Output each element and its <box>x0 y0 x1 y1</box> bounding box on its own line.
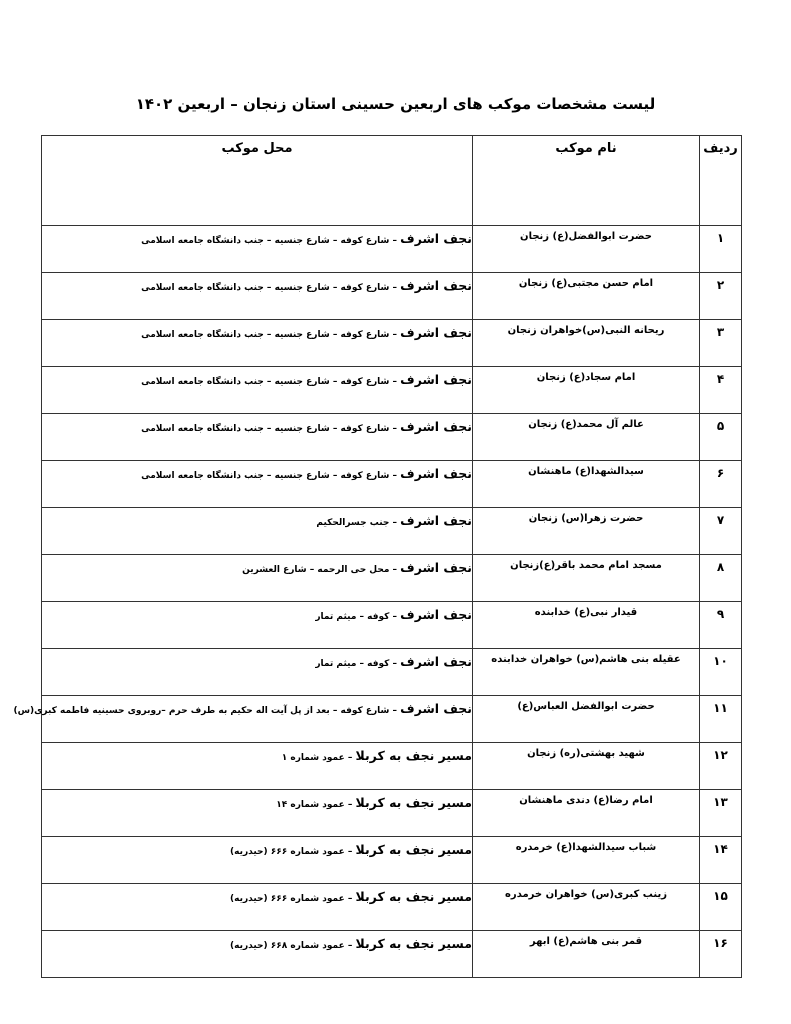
mokeb-name: امام سجاد(ع) زنجان <box>473 367 700 414</box>
mokeb-name: حضرت ابوالفضل العباس(ع) <box>473 696 700 743</box>
mokeb-location <box>42 649 473 696</box>
mokeb-location <box>42 790 473 837</box>
mokeb-name: عقیله بنی هاشم(س) خواهران خدابنده <box>473 649 700 696</box>
mokeb-name: امام حسن مجتبی(ع) زنجان <box>473 273 700 320</box>
location-detail: – شارع کوفه – شارع جنسیه – جنب دانشگاه جامعه اسلامی <box>141 471 401 481</box>
table-body <box>13 226 742 978</box>
mokeb-location <box>42 226 473 273</box>
mokeb-name: امام رضا(ع) دندی ماهنشان <box>473 790 700 837</box>
table-row <box>42 273 742 320</box>
mokeb-name: مسجد امام محمد باقر(ع)زنجان <box>473 555 700 602</box>
row-number: ۸ <box>700 555 742 602</box>
mokeb-location <box>42 414 473 461</box>
location-main: نجف اشرف <box>400 560 472 575</box>
table-row <box>42 555 742 602</box>
location-main: نجف اشرف <box>400 325 472 340</box>
mokeb-location <box>42 508 473 555</box>
page-title: لیست مشخصات موکب های اربعین حسینی استان زنجان – اربعین ۱۴۰۲ <box>135 95 656 113</box>
table-row <box>42 461 742 508</box>
location-detail: – عمود شماره ۶۶۶ (حیدریه) <box>230 847 356 857</box>
row-number: ۱۲ <box>700 743 742 790</box>
row-number: ۴ <box>700 367 742 414</box>
table-row <box>42 649 742 696</box>
table-row <box>42 226 742 273</box>
mokeb-name: عالم آل محمد(ع) زنجان <box>473 414 700 461</box>
table-row <box>42 884 742 931</box>
location-detail: – عمود شماره ۶۶۶ (حیدریه) <box>230 894 356 904</box>
mokeb-name: زینب کبری(س) خواهران خرمدره <box>473 884 700 931</box>
row-number: ۱۱ <box>700 696 742 743</box>
row-number: ۱۳ <box>700 790 742 837</box>
table-row <box>42 508 742 555</box>
table-row <box>42 414 742 461</box>
location-main: نجف اشرف <box>400 278 472 293</box>
row-number: ۳ <box>700 320 742 367</box>
mokeb-name: حضرت زهرا(س) زنجان <box>473 508 700 555</box>
table-row <box>42 367 742 414</box>
mokeb-name: قمر بنی هاشم(ع) ابهر <box>473 931 700 978</box>
location-main: مسیر نجف به کربلا <box>355 748 472 763</box>
location-main: نجف اشرف <box>400 513 472 528</box>
mokeb-name: ریحانه النبی(س)خواهران زنجان <box>473 320 700 367</box>
table-row <box>42 320 742 367</box>
location-detail: – شارع کوفه – شارع جنسیه – جنب دانشگاه جامعه اسلامی <box>141 283 401 293</box>
mokeb-name: شباب سیدالشهدا(ع) خرمدره <box>473 837 700 884</box>
location-detail: – شارع کوفه – بعد از پل آیت اله حکیم به طرف حرم –روبروی حسینیه فاطمه کبری(س) <box>13 706 401 716</box>
mokeb-table <box>13 135 742 978</box>
row-number: ۲ <box>700 273 742 320</box>
row-number: ۱۰ <box>700 649 742 696</box>
mokeb-location <box>42 743 473 790</box>
location-main: مسیر نجف به کربلا <box>355 795 472 810</box>
row-number: ۶ <box>700 461 742 508</box>
location-main: نجف اشرف <box>400 701 472 716</box>
location-detail: – شارع کوفه – شارع جنسیه – جنب دانشگاه جامعه اسلامی <box>141 377 401 387</box>
location-main: نجف اشرف <box>400 654 472 669</box>
table-header-row <box>42 136 742 226</box>
location-main: نجف اشرف <box>400 466 472 481</box>
mokeb-location <box>42 602 473 649</box>
mokeb-location <box>42 555 473 602</box>
row-number: ۱۵ <box>700 884 742 931</box>
row-number: ۷ <box>700 508 742 555</box>
location-main: نجف اشرف <box>400 231 472 246</box>
mokeb-name: قیدار نبی(ع) خدابنده <box>473 602 700 649</box>
location-detail: – محل حی الرحمه – شارع العشرین <box>242 565 401 575</box>
table-row <box>42 790 742 837</box>
header-row-number: ردیف <box>700 136 742 226</box>
location-main: نجف اشرف <box>400 419 472 434</box>
table-row <box>42 602 742 649</box>
mokeb-location <box>42 461 473 508</box>
table-row <box>42 696 742 743</box>
location-detail: – کوفه – میثم تمار <box>315 659 401 669</box>
row-number: ۹ <box>700 602 742 649</box>
mokeb-location <box>42 837 473 884</box>
location-detail: – جنب جسرالحکیم <box>316 518 401 528</box>
mokeb-location <box>42 273 473 320</box>
mokeb-location <box>42 367 473 414</box>
header-location: محل موکب <box>42 136 473 226</box>
location-main: مسیر نجف به کربلا <box>355 936 472 951</box>
mokeb-location <box>13 696 473 743</box>
location-main: مسیر نجف به کربلا <box>355 842 472 857</box>
location-detail: – کوفه – میثم تمار <box>315 612 401 622</box>
location-detail: – عمود شماره ۱۴ <box>276 800 356 810</box>
location-main: نجف اشرف <box>400 372 472 387</box>
location-main: مسیر نجف به کربلا <box>355 889 472 904</box>
location-detail: – عمود شماره ۱ <box>281 753 356 763</box>
mokeb-name: شهید بهشتی(ره) زنجان <box>473 743 700 790</box>
location-detail: – شارع کوفه – شارع جنسیه – جنب دانشگاه جامعه اسلامی <box>141 236 401 246</box>
mokeb-location <box>42 931 473 978</box>
location-main: نجف اشرف <box>400 607 472 622</box>
table-row <box>42 931 742 978</box>
table-row <box>42 837 742 884</box>
header-name: نام موکب <box>473 136 700 226</box>
mokeb-location <box>42 884 473 931</box>
row-number: ۱۴ <box>700 837 742 884</box>
location-detail: – عمود شماره ۶۶۸ (حیدریه) <box>230 941 356 951</box>
row-number: ۵ <box>700 414 742 461</box>
mokeb-location <box>42 320 473 367</box>
location-detail: – شارع کوفه – شارع جنسیه – جنب دانشگاه جامعه اسلامی <box>141 424 401 434</box>
row-number: ۱ <box>700 226 742 273</box>
table-row <box>42 743 742 790</box>
mokeb-name: حضرت ابوالفضل(ع) زنجان <box>473 226 700 273</box>
row-number: ۱۶ <box>700 931 742 978</box>
mokeb-name: سیدالشهدا(ع) ماهنشان <box>473 461 700 508</box>
location-detail: – شارع کوفه – شارع جنسیه – جنب دانشگاه جامعه اسلامی <box>141 330 401 340</box>
